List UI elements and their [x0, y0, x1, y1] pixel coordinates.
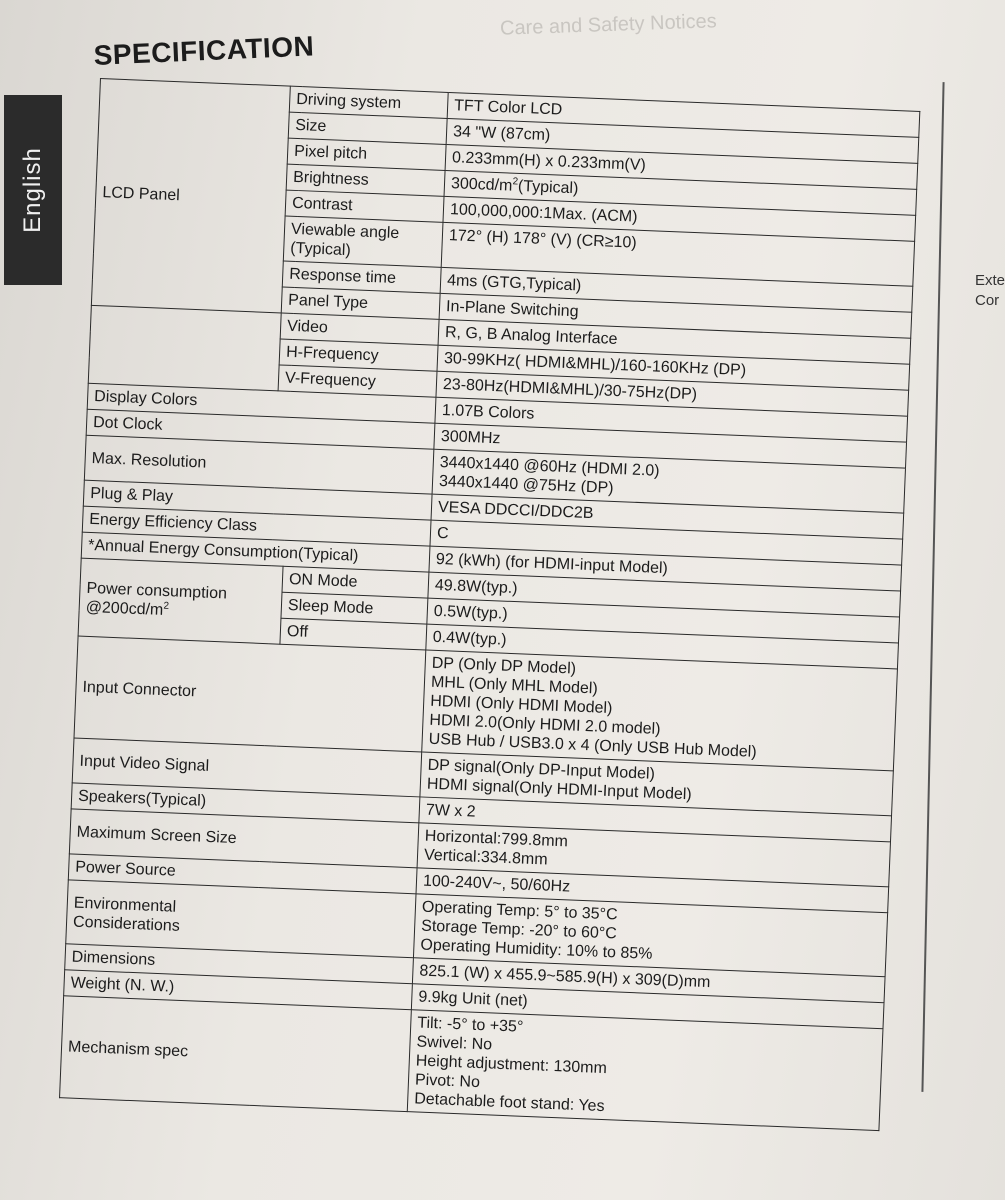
value-text: In-Plane Switching [445, 298, 579, 321]
value-text: 100-240V~, 50/60Hz [422, 872, 571, 896]
row-label: Environmental [73, 894, 177, 916]
value-text: 0.5W(typ.) [433, 602, 508, 623]
value-text: Swivel: No [416, 1033, 493, 1054]
value-text: C [436, 524, 449, 543]
value-text: R, G, B Analog Interface [444, 324, 618, 348]
row-label: Input Video Signal [79, 752, 210, 775]
value-text: TFT Color LCD [453, 97, 563, 119]
value-text: 92 (kWh) (for HDMI-input Model) [435, 550, 669, 578]
param-label: V-Frequency [284, 369, 377, 391]
value-text: Operating Humidity: 10% to 85% [420, 936, 653, 963]
value-text: VESA DDCCI/DDC2B [437, 498, 594, 523]
value-text: Operating Temp: 5° to 35°C [421, 898, 618, 924]
value-text: 3440x1440 @75Hz (DP) [438, 472, 614, 497]
param-label: Video [286, 317, 329, 337]
value-text: 0.4W(typ.) [432, 628, 507, 649]
value-text: 9.9kg Unit (net) [418, 988, 529, 1010]
value-text: HDMI (Only HDMI Model) [429, 692, 613, 718]
value-text: 23-80Hz(HDMI&MHL)/30-75Hz(DP) [442, 376, 698, 404]
row-label: Mechanism spec [67, 1038, 189, 1061]
row-label: Speakers(Typical) [77, 787, 207, 810]
value-text: Storage Temp: -20° to 60°C [420, 917, 618, 943]
param-label: Response time [288, 265, 397, 288]
value-text: HDMI 2.0(Only HDMI 2.0 model) [429, 711, 661, 739]
ghost-heading: Care and Safety Notices [499, 10, 718, 40]
row-label: *Annual Energy Consumption(Typical) [87, 536, 359, 565]
row-label: Considerations [72, 913, 181, 935]
power-label-line: Power consumption [86, 579, 228, 603]
signal-group-label [88, 305, 281, 391]
param-label: Size [294, 116, 327, 136]
value-text: DP (Only DP Model) [431, 654, 577, 678]
value-text: HDMI signal(Only HDMI-Input Model) [426, 775, 693, 804]
row-label: Energy Efficiency Class [88, 510, 258, 535]
value-text: Vertical:334.8mm [423, 846, 548, 869]
value-text [451, 175, 579, 197]
param-label: Brightness [292, 168, 370, 189]
row-label: Maximum Screen Size [76, 823, 237, 847]
power-label-base: @200cd/m [85, 598, 164, 619]
value-text: Pivot: No [414, 1071, 481, 1092]
spec-table [59, 78, 920, 1131]
value-text: 30-99KHz( HDMI&MHL)/160-160KHz (DP) [443, 350, 747, 380]
language-tab-label: English [19, 147, 46, 233]
value-text: Horizontal:799.8mm [424, 827, 569, 851]
page-title: SPECIFICATION [93, 30, 315, 71]
adjacent-text-1: Exte [975, 272, 1005, 289]
param-cell [283, 216, 443, 267]
value-superscript: 2 [512, 176, 519, 188]
label-cell [60, 996, 412, 1112]
mode-label: ON Mode [288, 570, 358, 591]
value-text: Tilt: -5° to +35° [416, 1014, 524, 1036]
param-label: Panel Type [287, 291, 369, 312]
value-text: 100,000,000:1Max. (ACM) [449, 201, 638, 226]
value-text: 49.8W(typ.) [434, 576, 518, 598]
value-text: USB Hub / USB3.0 x 4 (Only USB Hub Model) [428, 730, 757, 761]
spec-table-wrap [59, 78, 919, 1131]
row-label: Weight (N. W.) [70, 974, 175, 996]
row-label: Dot Clock [92, 414, 163, 434]
row-label: Power Source [74, 858, 177, 880]
power-consumption-label [78, 558, 283, 644]
language-tab [4, 95, 62, 285]
value-text: 4ms (GTG,Typical) [446, 272, 582, 295]
value-text: Height adjustment: 130mm [415, 1052, 608, 1078]
value-text: DP signal(Only DP-Input Model) [427, 756, 656, 783]
value-cell [407, 1010, 883, 1131]
category-label: LCD Panel [102, 183, 181, 204]
value-text: 34 "W (87cm) [452, 123, 551, 145]
adjacent-text-2: Cor [975, 292, 1000, 309]
value-text: MHL (Only MHL Model) [430, 673, 599, 698]
value-text: 0.233mm(H) x 0.233mm(V) [451, 149, 647, 174]
param-label: (Typical) [289, 239, 352, 260]
value-text: 1.07B Colors [441, 401, 535, 423]
power-label-superscript: 2 [163, 600, 170, 612]
param-label: Pixel pitch [293, 142, 368, 163]
param-label: H-Frequency [285, 343, 379, 365]
lcd-panel-label [91, 79, 290, 313]
param-label: Viewable angle [290, 220, 400, 243]
value-text: 172° (H) 178° (V) (CR≥10) [448, 227, 638, 252]
value-text: 3440x1440 @60Hz (HDMI 2.0) [439, 453, 660, 480]
row-label: Dimensions [71, 948, 156, 969]
value-cell [422, 650, 898, 771]
mode-label: Sleep Mode [287, 596, 374, 618]
row-label: Display Colors [93, 388, 198, 410]
mode-label: Off [286, 622, 309, 641]
value-text: 825.1 (W) x 455.9~585.9(H) x 309(D)mm [419, 962, 711, 992]
param-label: Driving system [295, 90, 402, 113]
param-label: Contrast [291, 194, 353, 215]
value-text: Detachable foot stand: Yes [413, 1090, 605, 1116]
value-text: 300MHz [440, 427, 501, 448]
adjacent-page-edge [921, 82, 944, 1092]
label-cell [74, 636, 426, 752]
value-base: 300cd/m [450, 175, 513, 195]
row-label: Plug & Play [89, 484, 174, 506]
value-tail: (Typical) [517, 177, 579, 198]
row-label: Input Connector [82, 678, 197, 701]
spec-table-body [60, 79, 920, 1131]
row-label: Max. Resolution [91, 449, 207, 472]
value-text: 7W x 2 [425, 801, 476, 821]
